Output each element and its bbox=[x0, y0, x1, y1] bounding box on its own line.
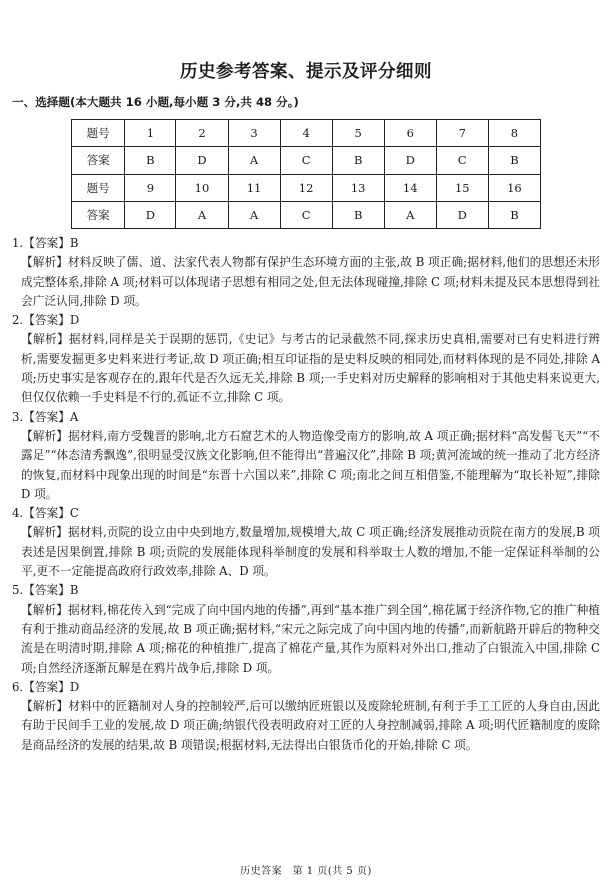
question-4-answer: 4.【答案】C bbox=[12, 506, 79, 521]
table-cell: B bbox=[125, 147, 176, 174]
table-cell: D bbox=[436, 201, 488, 228]
table-row-numbers bbox=[72, 174, 541, 201]
section-heading: 一、选择题(本大题共 16 小题,每小题 3 分,共 48 分。) bbox=[12, 95, 299, 109]
table-cell: 10 bbox=[176, 174, 228, 201]
table-cell: A bbox=[384, 201, 436, 228]
answer-table bbox=[71, 119, 541, 229]
table-cell: 11 bbox=[228, 174, 280, 201]
table-cell: 9 bbox=[125, 174, 176, 201]
answer-explanations bbox=[12, 234, 600, 755]
question-2-answer: 2.【答案】D bbox=[12, 313, 80, 328]
table-cell: 15 bbox=[436, 174, 488, 201]
table-cell: 7 bbox=[436, 120, 488, 147]
table-cell: C bbox=[280, 147, 332, 174]
table-cell: 2 bbox=[176, 120, 228, 147]
table-cell: B bbox=[332, 147, 384, 174]
table-cell: B bbox=[488, 201, 540, 228]
table-cell: A bbox=[228, 147, 280, 174]
question-6-answer: 6.【答案】D bbox=[12, 679, 80, 694]
table-cell: 1 bbox=[125, 120, 176, 147]
page-title: 历史参考答案、提示及评分细则 bbox=[180, 62, 432, 82]
question-6-analysis: 【解析】材料中的匠籍制对人身的控制较严,后可以缴纳匠班银以及废除轮班制,有利于手工工匠的人身自由,因此有助于民间手工业的发展,故 D 项正确;纳银代役表明政府对工匠的人身控制减弱,排除 A 项;明代匠籍制度的废除是商品经济的发展的结果,故 B 项错误;根据材料,无法得出白银货币化的开始,排除 C 项。 bbox=[21, 699, 600, 752]
table-cell: 6 bbox=[384, 120, 436, 147]
table-cell: C bbox=[436, 147, 488, 174]
table-cell: 12 bbox=[280, 174, 332, 201]
question-3-answer: 3.【答案】A bbox=[12, 409, 79, 424]
table-cell: C bbox=[280, 201, 332, 228]
table-cell: 8 bbox=[488, 120, 540, 147]
row-label-number: 题号 bbox=[72, 174, 125, 201]
question-1-analysis: 【解析】材料反映了儒、道、法家代表人物都有保护生态环境方面的主张,故 B 项正确;据材料,他们的思想还未形成完整体系,排除 A 项;材料可以体现诸子思想有相同之处,但无法体现碰撞,排除 C 项;材料未提及民本思想得到社会广泛认同,排除 D 项。 bbox=[21, 255, 600, 308]
table-cell: 3 bbox=[228, 120, 280, 147]
table-row-answers bbox=[72, 201, 541, 228]
table-cell: 14 bbox=[384, 174, 436, 201]
table-row-answers bbox=[72, 147, 541, 174]
table-cell: D bbox=[176, 147, 228, 174]
question-3-analysis: 【解析】据材料,南方受魏晋的影响,北方石窟艺术的人物造像受南方的影响,故 A 项正确;据材料“高发髻飞天”“不露足”“体态清秀飘逸”,很明显受汉族文化影响,但不能得出“普遍汉化”,排除 B 项;黄河流域的统一推动了北方经济的恢复,而材料中现象出现的时间是“东晋十六国以来”,排除 C 项;南北之间互相借鉴,不能理解为“取长补短”,排除 D 项。 bbox=[21, 428, 600, 501]
table-cell: 4 bbox=[280, 120, 332, 147]
table-cell: D bbox=[384, 147, 436, 174]
question-2-analysis: 【解析】据材料,同样是关于误期的惩罚,《史记》与考古的记录截然不同,探求历史真相,需要对已有史料进行辨析,需要发掘更多史料来进行考证,故 D 项正确;相互印证指的是史料反映的相同处,而材料体现的是不同处,排除 A 项;历史事实是客观存在的,跟年代是否久远无关,排除 B 项;一手史料对历史解释的影响相对于其他史料来说更大,但仅仅依赖一手史料是不行的,孤证不立,排除 C 项。 bbox=[21, 332, 600, 405]
table-cell: B bbox=[332, 201, 384, 228]
question-5-answer: 5.【答案】B bbox=[12, 583, 79, 598]
table-cell: A bbox=[228, 201, 280, 228]
row-label-answer: 答案 bbox=[72, 201, 125, 228]
table-cell: 5 bbox=[332, 120, 384, 147]
table-cell: B bbox=[488, 147, 540, 174]
table-row-numbers bbox=[72, 120, 541, 147]
table-cell: 13 bbox=[332, 174, 384, 201]
question-5-analysis: 【解析】据材料,棉花传入到“完成了向中国内地的传播”,再到“基本推广到全国”,棉花属于经济作物,它的推广种植有利于推动商品经济的发展,故 B 项正确;据材料,“宋元之际完成了向中国内地的传播”,而新航路开辟后的物种交流是在明清时期,排除 A 项;棉花的种植推广,提高了棉花产量,其作为原料对外出口,推动了白银流入中国,排除 C 项;自然经济逐渐瓦解是在鸦片战争后,排除 D 项。 bbox=[21, 602, 600, 675]
question-4-analysis: 【解析】据材料,贡院的设立由中央到地方,数量增加,规模增大,故 C 项正确;经济发展推动贡院在南方的发展,B 项表述是因果倒置,排除 B 项;贡院的发展能体现科举制度的发展和科举取士人数的增加,不能一定保证科举制的公平,更不一定能提高政府行政效率,排除 A、D 项。 bbox=[21, 525, 600, 579]
question-1-answer: 1.【答案】B bbox=[12, 236, 79, 250]
row-label-answer: 答案 bbox=[72, 147, 125, 174]
table-cell: A bbox=[176, 201, 228, 228]
table-cell: 16 bbox=[488, 174, 540, 201]
table-cell: D bbox=[125, 201, 176, 228]
page-footer: 历史答案 第 1 页(共 5 页) bbox=[240, 866, 372, 877]
row-label-number: 题号 bbox=[72, 120, 125, 147]
